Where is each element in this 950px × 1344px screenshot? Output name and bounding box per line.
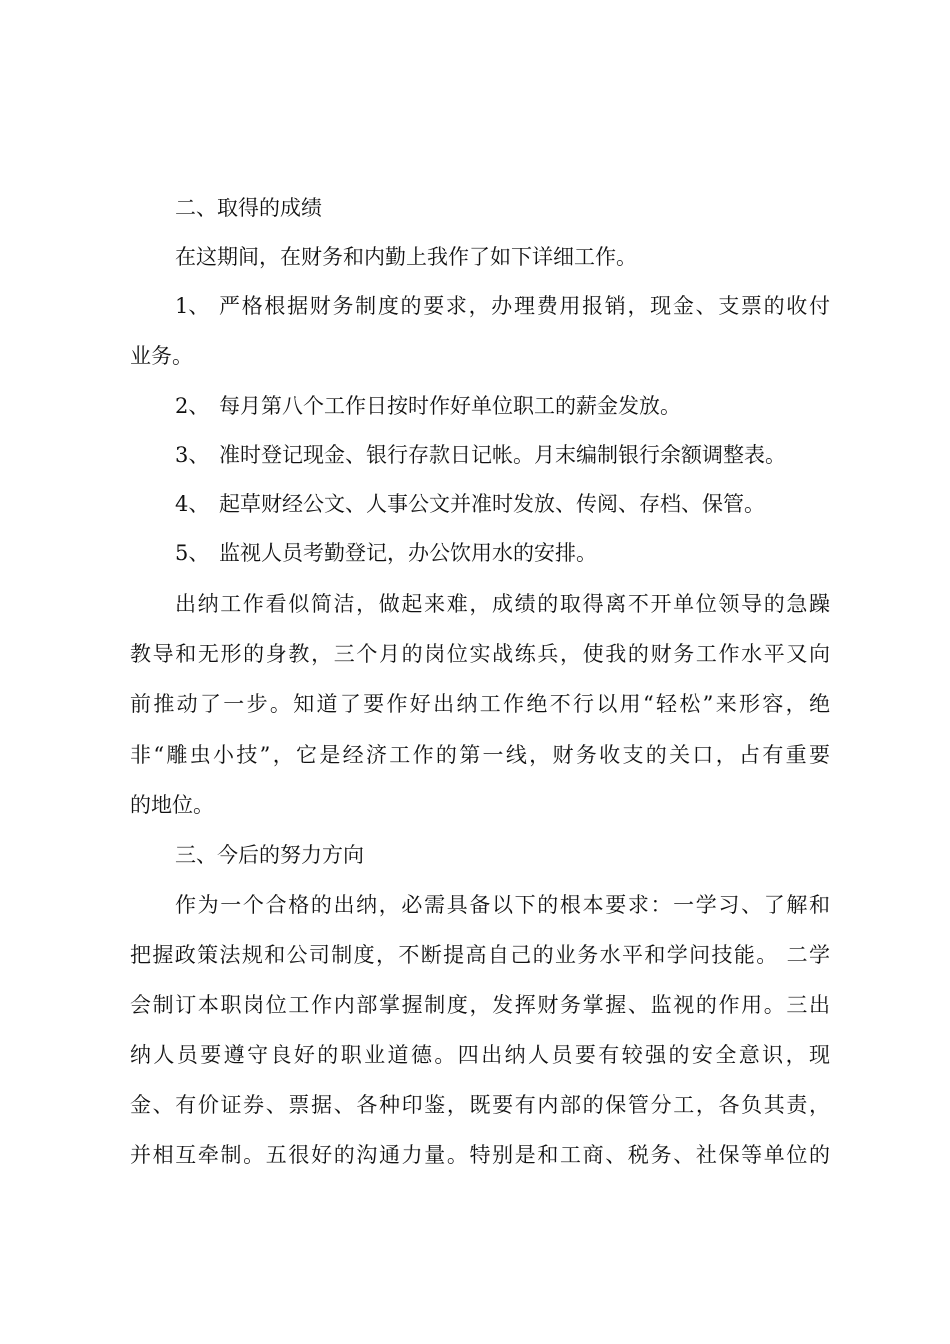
list-item-text-5: 监视人员考勤登记，办公饮用水的安排。: [219, 541, 597, 565]
list-item-text-3: 准时登记现金、银行存款日记帐。月末编制银行余额调整表。: [219, 443, 786, 467]
summary-paragraph-line-5: 的地位。: [130, 793, 214, 817]
list-item-text-1: 严格根据财务制度的要求，办理费用报销，现金、支票的收付: [219, 294, 830, 318]
list-item-number-5: 5、: [175, 541, 210, 565]
requirements-paragraph-line-6: 并相互牵制。五很好的沟通力量。特别是和工商、税务、社保等单位的: [130, 1143, 830, 1167]
list-item-text-2: 每月第八个工作日按时作好单位职工的薪金发放。: [219, 394, 681, 418]
summary-paragraph-line-3: 前推动了一步。知道了要作好出纳工作绝不行以用“轻松”来形容，绝: [130, 692, 830, 716]
requirements-paragraph-line-4: 纳人员要遵守良好的职业道德。四出纳人员要有较强的安全意识，现: [130, 1043, 830, 1067]
summary-paragraph-line-1: 出纳工作看似简洁，做起来难，成绩的取得离不开单位领导的急躁: [175, 592, 830, 616]
list-item-number-3: 3、: [175, 443, 210, 467]
section-heading-achievements: 二、取得的成绩: [175, 196, 322, 220]
requirements-paragraph-line-3: 会制订本职岗位工作内部掌握制度，发挥财务掌握、监视的作用。三出: [130, 993, 830, 1017]
requirements-paragraph-line-5: 金、有价证券、票据、各种印鉴，既要有内部的保管分工，各负其责，: [130, 1093, 830, 1117]
list-item-number-2: 2、: [175, 394, 210, 418]
requirements-paragraph-line-1: 作为一个合格的出纳，必需具备以下的根本要求：一学习、了解和: [175, 893, 830, 917]
list-item-text-1-continued: 业务。: [130, 344, 193, 368]
intro-paragraph: 在这期间，在财务和内勤上我作了如下详细工作。: [175, 245, 637, 269]
summary-paragraph-line-2: 教导和无形的身教，三个月的岗位实战练兵，使我的财务工作水平又向: [130, 642, 830, 666]
requirements-paragraph-line-2: 把握政策法规和公司制度，不断提高自己的业务水平和学问技能。 二学: [130, 943, 830, 967]
list-item-number-1: 1、: [175, 294, 210, 318]
summary-paragraph-line-4: 非“雕虫小技”，它是经济工作的第一线，财务收支的关口，占有重要: [130, 743, 830, 767]
section-heading-future-direction: 三、今后的努力方向: [175, 843, 364, 867]
list-item-text-4: 起草财经公文、人事公文并准时发放、传阅、存档、保管。: [219, 492, 765, 516]
list-item-number-4: 4、: [175, 492, 210, 516]
